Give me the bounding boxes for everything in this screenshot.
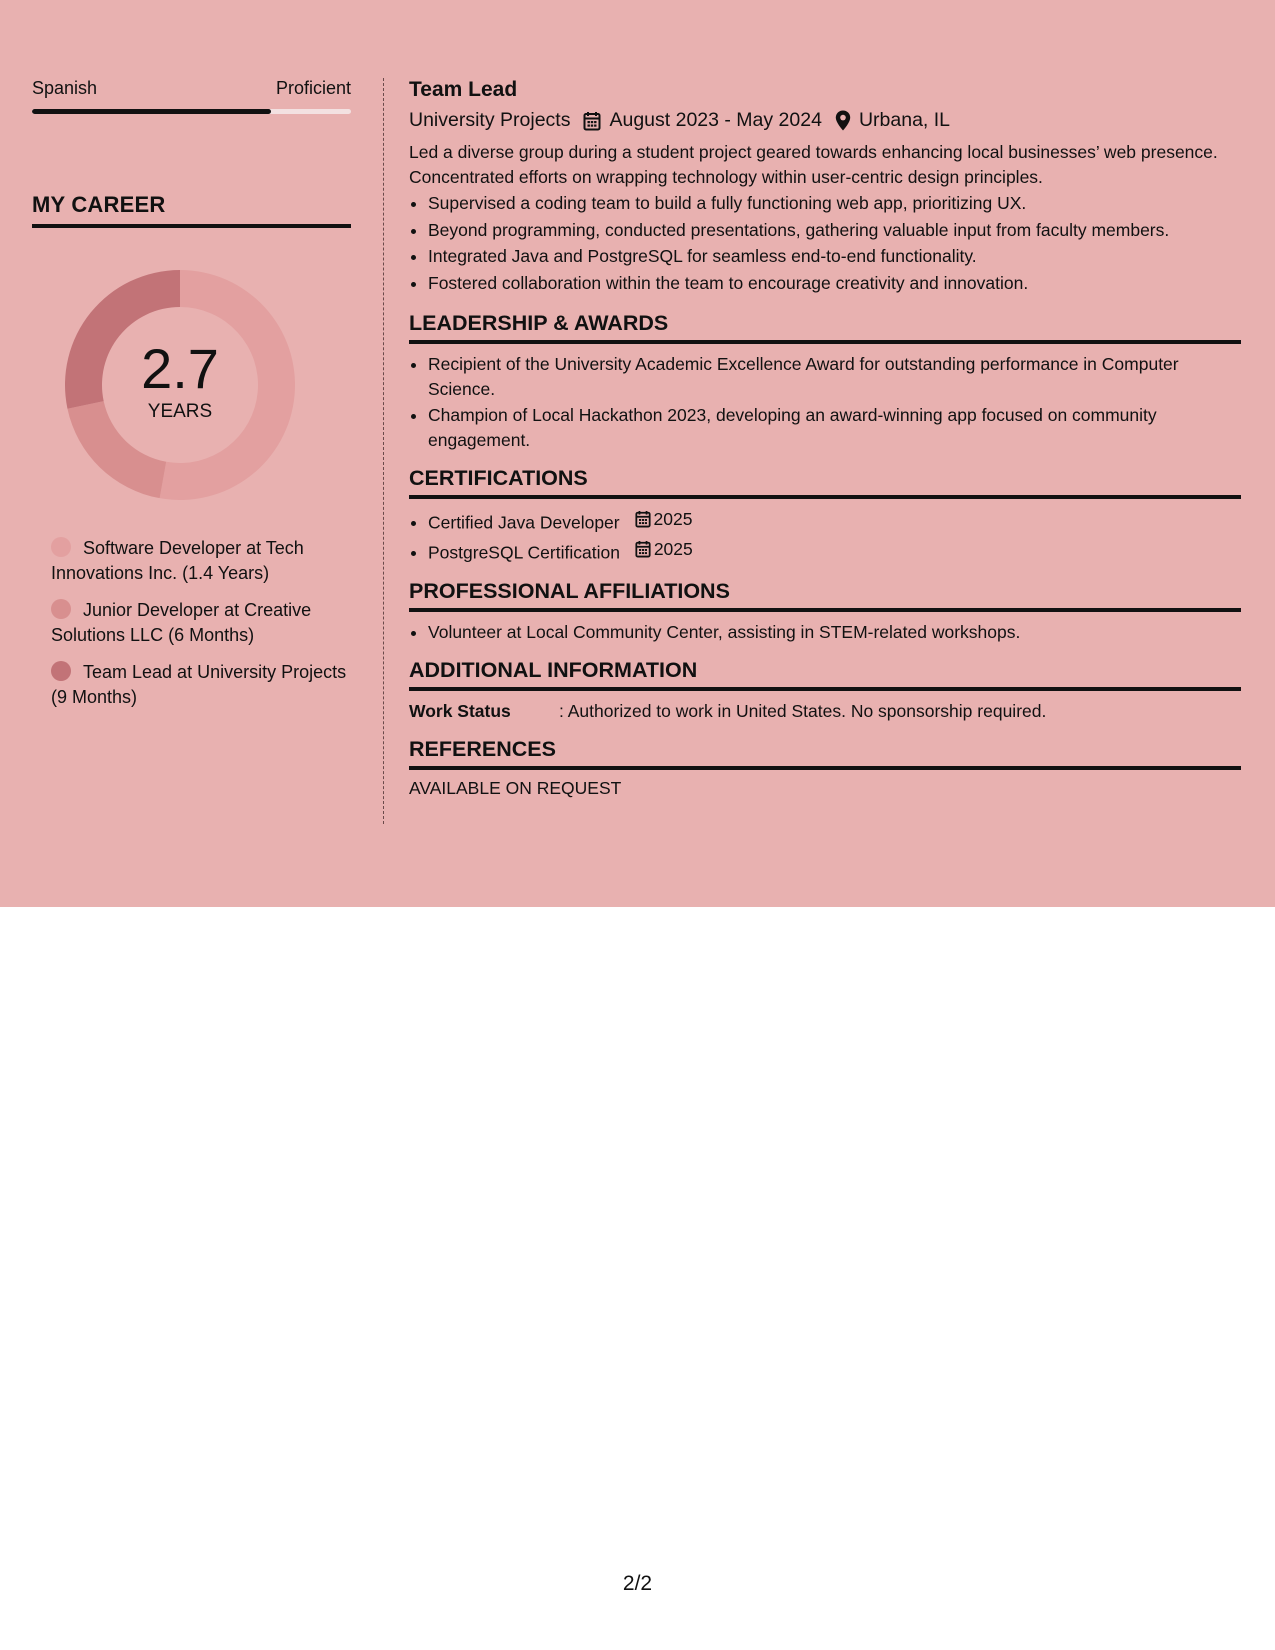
legend-dot — [51, 661, 71, 681]
job-company: University Projects — [409, 109, 571, 131]
job-location: Urbana, IL — [858, 109, 951, 131]
job-bullet: • Beyond programming, conducted presentations, gathering valuable input from faculty members. — [428, 218, 1241, 243]
references-text: AVAILABLE ON REQUEST — [409, 778, 622, 798]
job-bullets — [409, 191, 1241, 295]
career-legend — [32, 536, 351, 710]
donut-center — [65, 270, 295, 500]
language-level: Proficient — [275, 78, 351, 98]
certification-date — [635, 507, 693, 532]
legend-item — [51, 536, 351, 586]
legend-label: Junior Developer at Creative Solutions LLC (6 Months) — [51, 600, 312, 645]
column-divider — [383, 78, 384, 824]
legend-label: Software Developer at Tech Innovations Inc. (1.4 Years) — [51, 538, 304, 583]
career-donut-chart — [65, 270, 295, 500]
work-status-row — [409, 699, 1241, 723]
job-description: Led a diverse group during a student project geared towards enhancing local businesses’ web presence. Concentrated efforts on wrapping technology within user-centric design principles. — [409, 142, 1218, 187]
references-heading: REFERENCES — [409, 737, 1241, 770]
work-status-value: : Authorized to work in United States. No sponsorship required. — [559, 701, 1047, 721]
language-proficiency-fill — [32, 109, 271, 114]
affiliations-heading: PROFESSIONAL AFFILIATIONS — [409, 579, 1241, 612]
calendar-icon — [635, 510, 651, 528]
affiliations-list — [409, 620, 1241, 645]
affiliation-item: • Volunteer at Local Community Center, assisting in STEM-related workshops. — [428, 620, 1241, 645]
job-title: Team Lead — [409, 78, 518, 101]
language-name: Spanish — [32, 78, 98, 98]
job-bullet: • Fostered collaboration within the team to encourage creativity and innovation. — [428, 271, 1241, 296]
career-heading: MY CAREER — [32, 192, 351, 228]
calendar-icon — [635, 540, 651, 558]
certification-date — [635, 537, 693, 562]
career-total-unit: YEARS — [147, 401, 213, 422]
work-status-label: Work Status — [409, 701, 511, 721]
legend-label: Team Lead at University Projects (9 Months) — [51, 662, 347, 707]
certification-name: PostgreSQL Certification — [428, 542, 620, 562]
job-bullet: • Integrated Java and PostgreSQL for seamless end-to-end functionality. — [428, 244, 1241, 269]
job-dates: August 2023 - May 2024 — [609, 109, 822, 131]
legend-dot — [51, 537, 71, 557]
leadership-item: • Recipient of the University Academic Excellence Award for outstanding performance in Computer Science. — [428, 352, 1241, 401]
certifications-list — [409, 507, 1241, 565]
left-column — [32, 78, 351, 722]
legend-dot — [51, 599, 71, 619]
location-pin-icon — [835, 110, 851, 131]
additional-info-heading: ADDITIONAL INFORMATION — [409, 658, 1241, 691]
certification-item — [428, 537, 1241, 565]
career-total-value: 2.7 — [141, 337, 219, 400]
certification-year: 2025 — [653, 509, 693, 529]
certification-item — [428, 507, 1241, 535]
leadership-item: • Champion of Local Hackathon 2023, developing an award-winning app focused on community engagement. — [428, 403, 1241, 452]
certification-name: Certified Java Developer — [428, 512, 620, 533]
language-row — [32, 78, 351, 99]
leadership-heading: LEADERSHIP & AWARDS — [409, 311, 1241, 344]
right-column — [409, 78, 1241, 799]
leadership-list — [409, 352, 1241, 452]
calendar-icon — [583, 111, 601, 131]
certification-year: 2025 — [653, 538, 693, 559]
certifications-heading: CERTIFICATIONS — [409, 466, 1241, 499]
job-meta — [409, 109, 1241, 132]
legend-item — [51, 598, 351, 648]
page-number: 2/2 — [622, 1572, 653, 1595]
legend-item — [51, 660, 351, 710]
language-proficiency-bar — [32, 109, 351, 114]
job-bullet: • Supervised a coding team to build a fully functioning web app, prioritizing UX. — [428, 191, 1241, 216]
